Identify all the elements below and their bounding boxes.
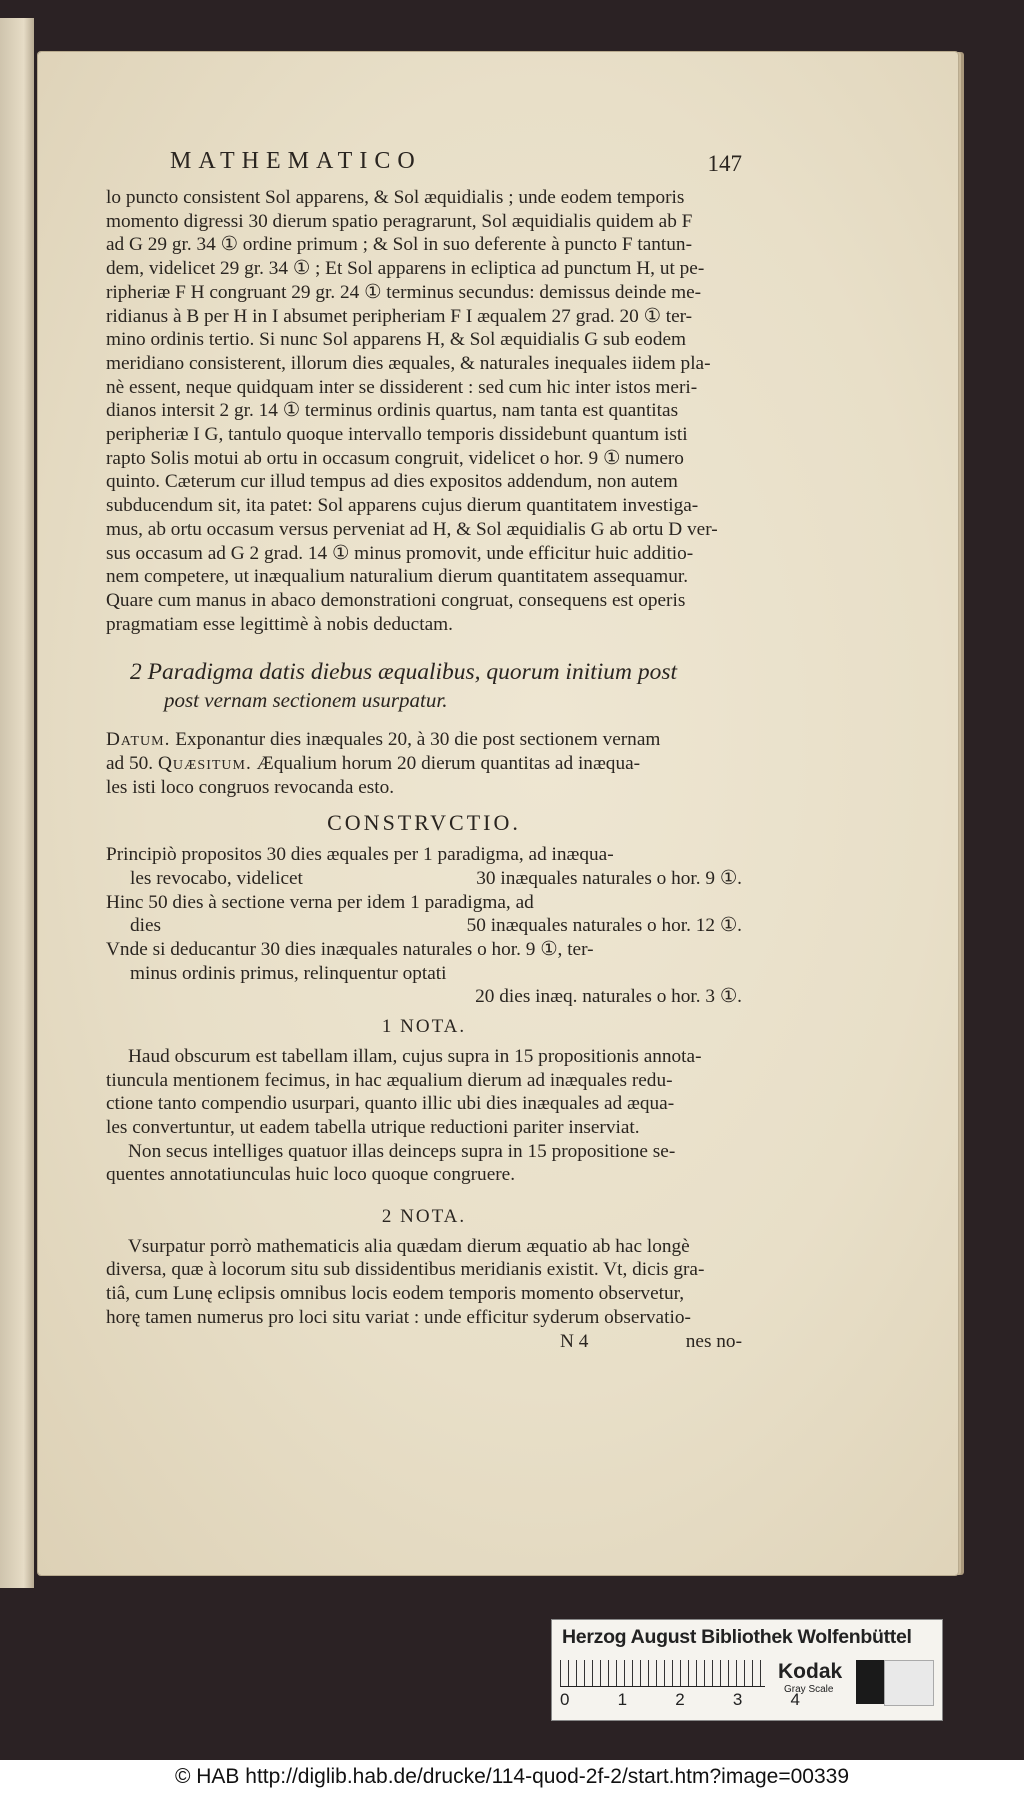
- text-line: mus, ab ortu occasum versus perveniat ad H, & Sol æquidialis G ab ortu D ver-: [106, 518, 718, 540]
- nota-2-paragraph: [106, 1235, 742, 1354]
- text-line: 50 inæquales naturales o hor. 12 ①.: [466, 915, 742, 937]
- library-color-target: [551, 1619, 943, 1721]
- text-line: Vsurpatur porrò mathematicis alia quædam dierum æquatio ab hac longè: [128, 1235, 690, 1257]
- datum-text: Æqualium horum 20 dierum quantitas ad inæqua-: [251, 753, 641, 775]
- catchword: nes no-: [685, 1330, 742, 1352]
- ruler-numbers: [560, 1690, 800, 1710]
- quaesitum-label: Quæsitum.: [157, 753, 252, 775]
- text-line: diversa, quæ à locorum situ sub dissidentibus meridianis existit. Vt, dicis gra-: [106, 1259, 705, 1281]
- running-head: MATHEMATICO: [170, 148, 422, 174]
- text-line: subducendum sit, ita patet: Sol apparens cujus dierum quantitatem investiga-: [106, 495, 699, 517]
- section-heading-line-2: post vernam sectionem usurpatur.: [164, 688, 448, 713]
- text-line: dies: [130, 915, 162, 937]
- copyright-footer: © HAB http://diglib.hab.de/drucke/114-quod-2f-2/start.htm?image=00339: [0, 1760, 1024, 1796]
- page-number: 147: [707, 151, 742, 176]
- text-line: tiuncula mentionem fecimus, in hac æqualium dierum ad inæquales redu-: [106, 1069, 673, 1091]
- ruler-number: 2: [675, 1690, 685, 1709]
- gray-scale-label: Gray Scale: [784, 1684, 834, 1695]
- text-line: ctione tanto compendio usurpari, quanto illic ubi dies inæquales ad æqua-: [106, 1093, 675, 1115]
- text-line: lo puncto consistent Sol apparens, & Sol æquidialis ; unde eodem temporis: [106, 187, 685, 208]
- signature-mark: N 4: [560, 1330, 589, 1352]
- text-line: pragmatiam esse legittimè à nobis deductam.: [106, 613, 453, 635]
- text-line: ad G 29 gr. 34 ① ordine primum ; & Sol in suo deferente à puncto F tantun-: [106, 234, 692, 256]
- text-line: Non secus intelliges quatuor illas deinceps supra in 15 propositione se-: [128, 1140, 676, 1162]
- text-line: dem, videlicet 29 gr. 34 ① ; Et Sol apparens in ecliptica ad punctum H, ut pe-: [106, 258, 705, 280]
- page-text: [106, 150, 742, 1353]
- text-line: nem competere, ut inæqualium naturalium dierum quantitatem assequamur.: [106, 566, 689, 588]
- adjacent-page-edge: [0, 18, 34, 1588]
- text-line: ridianus à B per H in I absumet peripheriam F I æqualem 27 grad. 20 ① ter-: [106, 305, 693, 327]
- section-heading-line-1: 2 Paradigma datis diebus æqualibus, quorum initium post: [130, 659, 678, 686]
- text-line: Vnde si deducantur 30 dies inæquales naturales o hor. 9 ①, ter-: [106, 938, 594, 960]
- text-line: peripheriæ I G, tantulo quoque intervallo temporis dissidebunt quantum isti: [106, 424, 688, 446]
- text-line: momento digressi 30 dierum spatio peragrarunt, Sol æquidialis quidem ab F: [106, 210, 693, 232]
- library-name: Herzog August Bibliothek Wolfenbüttel: [562, 1626, 912, 1648]
- paragraph-1: [106, 186, 742, 636]
- ruler-number: 4: [790, 1690, 800, 1709]
- text-line: sus occasum ad G 2 grad. 14 ① minus promovit, unde efficitur huic additio-: [106, 542, 694, 564]
- gray-patch-dark: [856, 1660, 884, 1704]
- text-line: Quare cum manus in abaco demonstrationi congruat, consequens est operis: [106, 589, 686, 611]
- text-line: tiâ, cum Lunę eclipsis omnibus locis eodem temporis momento observetur,: [106, 1283, 685, 1305]
- text-line: minus ordinis primus, relinquentur optati: [130, 962, 447, 984]
- datum-text: Exponantur dies inæquales 20, à 30 die post sectionem vernam: [170, 729, 661, 751]
- text-line: Principiò propositos 30 dies æquales per 1 paradigma, ad inæqua-: [106, 844, 614, 866]
- ruler-number: 0: [560, 1690, 570, 1709]
- constructio-heading: CONSTRVCTIO.: [327, 810, 521, 836]
- kodak-logo: Kodak: [778, 1660, 843, 1683]
- text-line: Haud obscurum est tabellam illam, cujus supra in 15 propositionis annota-: [128, 1045, 702, 1067]
- ruler-number: 1: [617, 1690, 628, 1709]
- text-line: Hinc 50 dies à sectione verna per idem 1 paradigma, ad: [106, 891, 534, 913]
- text-line: quinto. Cæterum cur illud tempus ad dies expositos addendum, non autem: [106, 471, 678, 493]
- text-line: nè essent, neque quidquam inter se dissiderent : sed cum hic inter istos meri-: [106, 376, 698, 398]
- text-line: dianos intersit 2 gr. 14 ① terminus ordinis quartus, nam tanta est quantitas: [106, 400, 679, 422]
- datum-paragraph: [106, 728, 742, 799]
- text-line: les revocabo, videlicet: [130, 867, 303, 889]
- text-line: horę tamen numerus pro loci situ variat : unde efficitur syderum observatio-: [106, 1306, 691, 1328]
- text-line: 20 dies inæq. naturales o hor. 3 ①.: [475, 986, 742, 1008]
- text-line: quentes annotatiunculas huic loco quoque congruere.: [106, 1164, 516, 1186]
- nota-1-paragraph: [106, 1045, 742, 1187]
- text-line: mino ordinis tertio. Si nunc Sol apparens H, & Sol æquidialis G sub eodem: [106, 329, 687, 351]
- datum-label: Datum.: [106, 729, 171, 751]
- nota-2-heading: 2 NOTA.: [381, 1206, 467, 1228]
- nota-1-heading: 1 NOTA.: [381, 1016, 467, 1038]
- text-line: ripheriæ F H congruant 29 gr. 24 ① terminus secundus: demissus deinde me-: [106, 281, 702, 303]
- gray-patch-light: [884, 1660, 934, 1706]
- text-line: les convertuntur, ut eadem tabella utrique reductioni pariter inserviat.: [106, 1116, 640, 1138]
- datum-text: ad 50.: [106, 753, 158, 775]
- text-line: 30 inæquales naturales o hor. 9 ①.: [476, 867, 742, 889]
- page-header: [170, 150, 742, 186]
- text-line: rapto Solis motui ab ortu in occasum congruit, videlicet o hor. 9 ① numero: [106, 447, 684, 469]
- scale-ruler: [560, 1660, 765, 1687]
- section-heading: [130, 658, 742, 714]
- ruler-number: 3: [732, 1690, 743, 1709]
- text-line: meridiano consisterent, illorum dies æquales, & naturales inequales iidem pla-: [106, 352, 711, 374]
- constructio-block: [106, 843, 742, 1009]
- datum-text: les isti loco congruos revocanda esto.: [106, 776, 395, 798]
